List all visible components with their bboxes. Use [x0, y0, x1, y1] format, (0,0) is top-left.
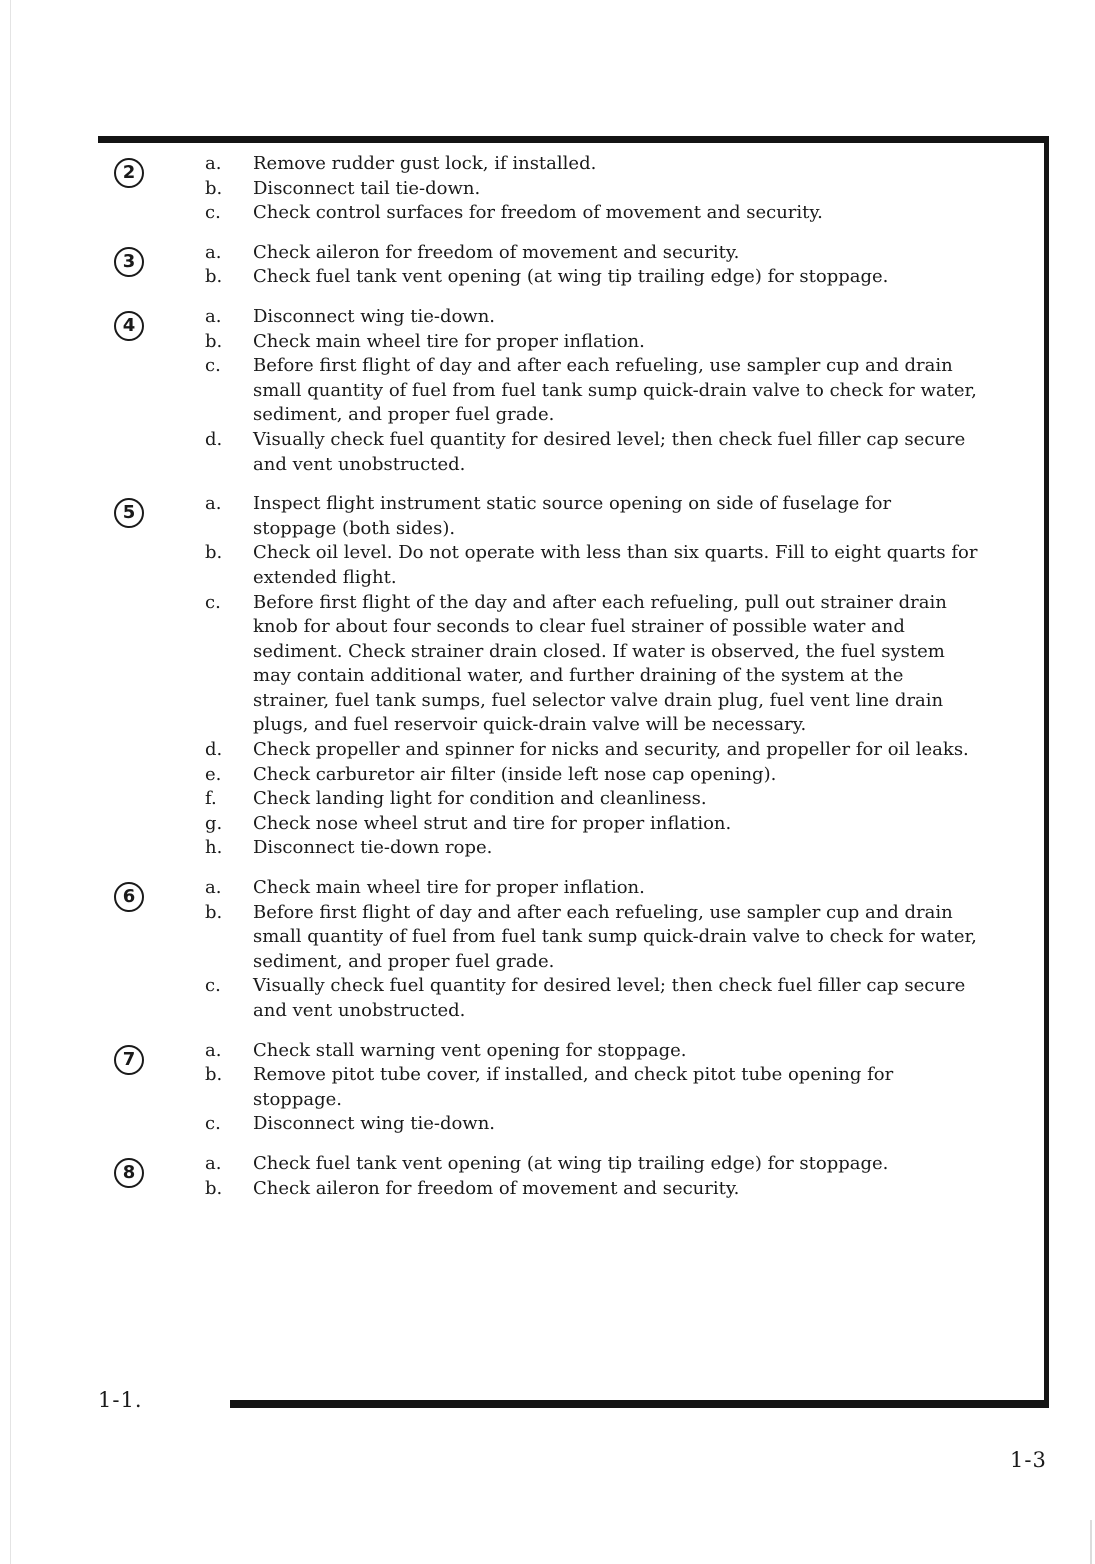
item-text: Visually check fuel quantity for desired level; then check fuel filler cap secure and vent unobstructed.	[253, 428, 966, 475]
checklist-item	[205, 152, 978, 177]
item-letter: b.	[205, 1177, 223, 1199]
item-text: Before first flight of day and after each refueling, use sampler cup and drain small quantity of fuel from fuel tank sump quick-drain valve to check for water, sediment, and proper fuel grade.	[253, 355, 977, 426]
item-letter: a.	[205, 877, 222, 899]
checklist-section-8	[100, 1152, 1040, 1201]
item-text: Check nose wheel strut and tire for proper inflation.	[253, 812, 732, 834]
frame-top-rule	[98, 136, 1049, 143]
item-text: Check aileron for freedom of movement and security.	[253, 241, 740, 263]
item-letter: c.	[205, 591, 221, 613]
checklist-item	[205, 330, 978, 355]
item-text: Check stall warning vent opening for stoppage.	[253, 1039, 687, 1061]
item-letter: a.	[205, 1152, 222, 1174]
item-letter: a.	[205, 153, 222, 174]
checklist-item	[205, 541, 978, 590]
checklist-item	[205, 1152, 978, 1177]
checklist-section-2	[100, 152, 1040, 226]
item-text: Check oil level. Do not operate with less than six quarts. Fill to eight quarts for extended flight.	[253, 542, 978, 588]
step-number-badge: 2	[114, 158, 144, 188]
item-text: Remove rudder gust lock, if installed.	[253, 153, 597, 174]
item-text: Check carburetor air filter (inside left nose cap opening).	[253, 763, 777, 785]
item-letter: b.	[205, 542, 223, 564]
checklist-item	[205, 201, 978, 226]
item-letter: a.	[205, 1039, 222, 1061]
item-text: Check landing light for condition and cleanliness.	[253, 788, 707, 810]
page-number: 1-3	[1010, 1448, 1047, 1472]
item-letter: b.	[205, 266, 223, 288]
checklist-item	[205, 1063, 978, 1112]
item-letter: b.	[205, 330, 223, 352]
checklist-item	[205, 836, 978, 861]
item-text: Before first flight of the day and after each refueling, pull out strainer drain knob for about four seconds to clear fuel strainer of possible water and sediment. Check strainer drain closed. If water is observed, the fuel system may contain additional water, and further draining of the system at the strainer, fuel tank sumps, fuel selector valve drain plug, fuel vent line drain plugs, and fuel reservoir quick-drain valve will be necessary.	[253, 591, 947, 736]
checklist-item	[205, 305, 978, 330]
item-letter: d.	[205, 428, 223, 450]
item-letter: c.	[205, 202, 221, 224]
checklist-item	[205, 177, 978, 202]
page-edge-shadow	[10, 0, 11, 1564]
item-letter: c.	[205, 355, 221, 377]
item-letter: g.	[205, 812, 223, 834]
item-text: Inspect flight instrument static source opening on side of fuselage for stoppage (both sides).	[253, 493, 892, 539]
checklist-item	[205, 901, 978, 975]
checklist-section-5	[100, 492, 1040, 861]
checklist-item	[205, 974, 978, 1023]
checklist-item	[205, 812, 978, 837]
step-number-badge: 6	[114, 882, 144, 912]
checklist-item	[205, 738, 978, 763]
item-letter: h.	[205, 837, 223, 859]
step-number-badge: 7	[114, 1045, 144, 1075]
item-text: Before first flight of day and after each refueling, use sampler cup and drain small quantity of fuel from fuel tank sump quick-drain valve to check for water, sediment, and proper fuel grade.	[253, 901, 977, 972]
checklist-item	[205, 1039, 978, 1064]
item-text: Check propeller and spinner for nicks and security, and propeller for oil leaks.	[253, 739, 969, 761]
checklist-item	[205, 265, 978, 290]
checklist-item	[205, 1177, 978, 1202]
checklist-section-3	[100, 241, 1040, 290]
figure-label: 1-1.	[98, 1388, 143, 1412]
checklist-item	[205, 591, 978, 739]
step-number-badge: 8	[114, 1158, 144, 1188]
item-letter: a.	[205, 493, 222, 515]
item-text: Check aileron for freedom of movement and security.	[253, 1177, 740, 1199]
item-letter: b.	[205, 1064, 223, 1086]
item-letter: c.	[205, 1113, 221, 1135]
checklist-item	[205, 492, 978, 541]
item-text: Visually check fuel quantity for desired level; then check fuel filler cap secure and vent unobstructed.	[253, 975, 966, 1021]
item-text: Disconnect wing tie-down.	[253, 305, 496, 327]
frame-right-rule	[1044, 136, 1049, 1408]
item-letter: d.	[205, 739, 223, 761]
checklist-item	[205, 763, 978, 788]
item-letter: a.	[205, 305, 222, 327]
item-text: Disconnect tie-down rope.	[253, 837, 493, 859]
item-text: Check fuel tank vent opening (at wing tip trailing edge) for stoppage.	[253, 1152, 889, 1174]
checklist-item	[205, 354, 978, 428]
item-letter: e.	[205, 763, 222, 785]
checklist-section-4	[100, 305, 1040, 477]
checklist-item	[205, 428, 978, 477]
checklist-item	[205, 876, 978, 901]
item-text: Check main wheel tire for proper inflation.	[253, 330, 645, 352]
item-text: Remove pitot tube cover, if installed, and check pitot tube opening for stoppage.	[253, 1064, 894, 1110]
item-letter: f.	[205, 788, 217, 810]
item-letter: b.	[205, 177, 223, 199]
item-letter: c.	[205, 975, 221, 997]
checklist-item	[205, 787, 978, 812]
item-text: Check control surfaces for freedom of movement and security.	[253, 202, 823, 224]
step-number-badge: 5	[114, 498, 144, 528]
checklist-section-7	[100, 1039, 1040, 1137]
step-number-badge: 3	[114, 247, 144, 277]
checklist-body	[100, 152, 1040, 1216]
item-text: Check fuel tank vent opening (at wing tip trailing edge) for stoppage.	[253, 266, 889, 288]
checklist-section-6	[100, 876, 1040, 1024]
step-number-badge: 4	[114, 311, 144, 341]
item-letter: a.	[205, 241, 222, 263]
item-text: Disconnect wing tie-down.	[253, 1113, 496, 1135]
item-text: Check main wheel tire for proper inflation.	[253, 877, 645, 899]
frame-bottom-rule	[230, 1400, 1049, 1408]
checklist-item	[205, 1112, 978, 1137]
checklist-item	[205, 241, 978, 266]
binding-mark	[1090, 1520, 1092, 1564]
item-letter: b.	[205, 901, 223, 923]
item-text: Disconnect tail tie-down.	[253, 177, 481, 199]
